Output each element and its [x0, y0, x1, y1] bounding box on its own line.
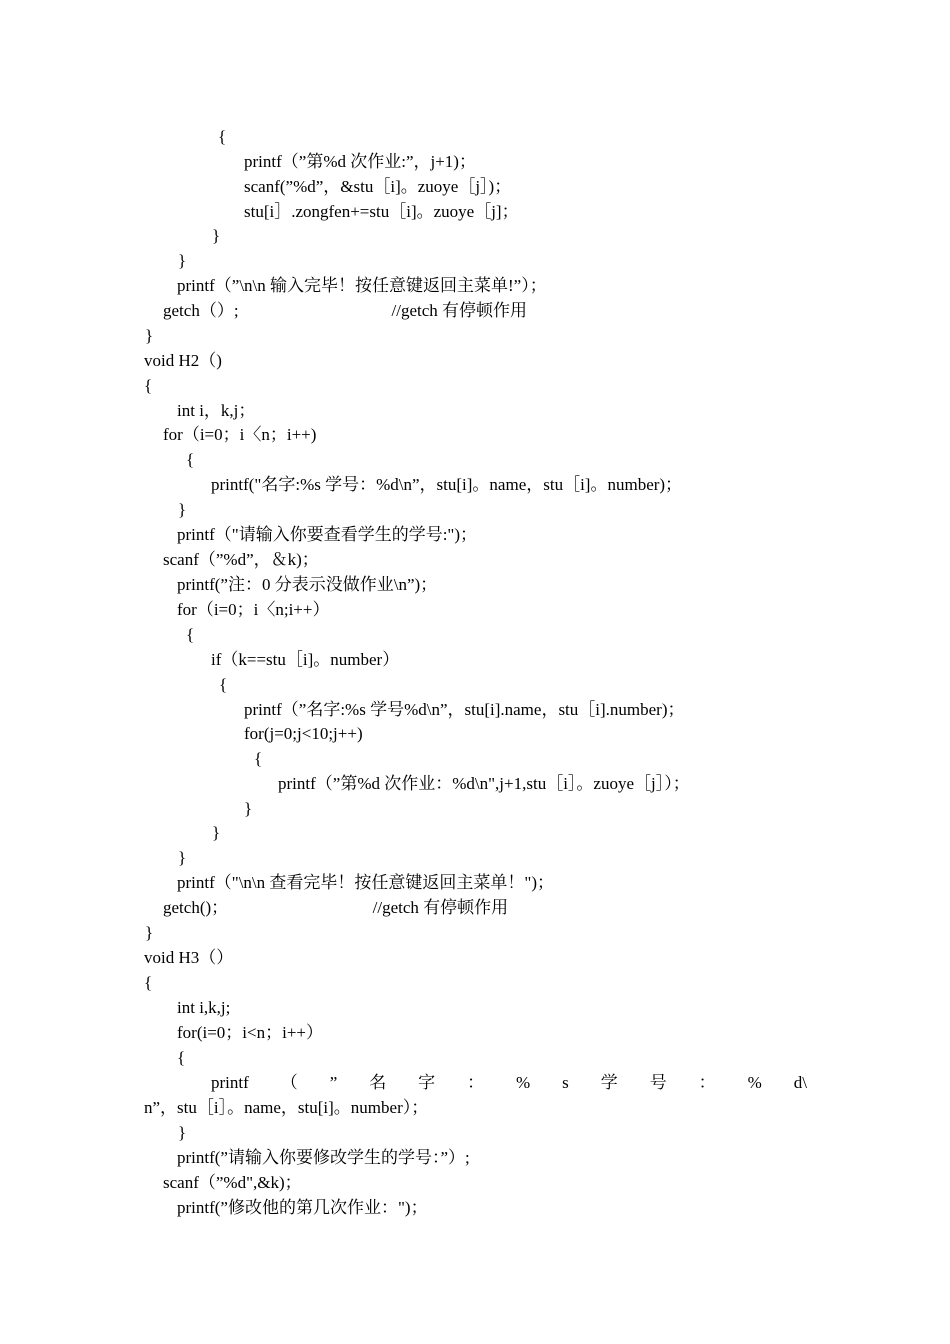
code-line: void H2（) [144, 351, 222, 370]
code-line: printf（”名字:%s 学号%d\n”，stu[i].name，stu［i].number)； [244, 700, 685, 719]
code-line: { [177, 1048, 186, 1067]
code-line: } [178, 251, 187, 270]
code-line: printf（"请输入你要查看学生的学号:")； [177, 525, 478, 544]
code-token: ： [467, 1073, 485, 1092]
code-line: scanf（”%d”，＆k)； [163, 550, 319, 569]
code-token: % [516, 1073, 531, 1092]
code-line: for(j=0;j<10;j++) [244, 724, 363, 743]
code-line: scanf（”%d",&k)； [163, 1173, 302, 1192]
code-line: printf(”请输入你要修改学生的学号：”）; [177, 1148, 470, 1167]
code-token: ： [698, 1073, 716, 1092]
code-line: { [186, 450, 195, 469]
code-line: printf（”\n\n 输入完毕！按任意键返回主菜单!”）； [177, 276, 547, 295]
code-line: { [144, 376, 153, 395]
code-line: getch（）; //getch 有停顿作用 [163, 301, 528, 320]
code-line: { [219, 675, 228, 694]
code-line: stu[i］.zongfen+=stu［i]。zuoye［j]； [244, 202, 519, 221]
code-token: 学 [600, 1073, 618, 1092]
code-line: } [212, 823, 221, 842]
code-line: int i,k,j; [177, 998, 231, 1017]
code-token: 号 [649, 1073, 667, 1092]
code-line: printf（"\n\n 查看完毕！按任意键返回主菜单！")； [177, 873, 555, 892]
code-token: % [747, 1073, 762, 1092]
code-line: { [254, 749, 263, 768]
code-token: ” [329, 1073, 338, 1092]
code-line: if（k==stu［i]。number） [211, 650, 400, 669]
code-line: for(i=0；i<n；i++） [177, 1023, 324, 1042]
code-line: } [178, 848, 187, 867]
code-token: 名 [369, 1073, 387, 1092]
code-token: d\ [793, 1073, 807, 1092]
code-line: scanf(”%d”，&stu［i]。zuoye［j］)； [244, 177, 512, 196]
code-token: （ [280, 1073, 298, 1092]
code-line: } [145, 326, 154, 345]
code-line: printf（”第%d 次作业：%d\n",j+1,stu［i］。zuoye［j］）； [278, 774, 690, 793]
code-line: { [218, 127, 227, 146]
code-token: printf [211, 1073, 249, 1092]
code-line: { [186, 625, 195, 644]
code-line: printf("名字:%s 学号：%d\n”，stu[i]。name，stu［i]。number)； [211, 475, 683, 494]
code-line: { [144, 973, 153, 992]
code-line: void H3（） [144, 948, 234, 967]
code-line: } [244, 799, 253, 818]
code-token: 字 [418, 1073, 436, 1092]
code-line: } [178, 500, 187, 519]
code-line: printf(”修改他的第几次作业：")； [177, 1198, 428, 1217]
code-line: } [145, 923, 154, 942]
code-token: s [562, 1073, 569, 1092]
code-line: int i，k,j； [177, 401, 256, 420]
code-line: printf（”第%d 次作业:”，j+1)； [244, 152, 476, 171]
code-line: for（i=0；i〈n；i++) [163, 425, 317, 444]
code-line: printf(”注：0 分表示没做作业\n”)； [177, 575, 438, 594]
code-line: n”，stu［i］。name，stu[i]。number）； [144, 1098, 429, 1117]
code-line: for（i=0；i〈n;i++） [177, 600, 330, 619]
code-line: getch()； //getch 有停顿作用 [163, 898, 509, 917]
justified-code-line [211, 1072, 807, 1094]
code-line: } [212, 226, 221, 245]
code-line: } [178, 1123, 187, 1142]
